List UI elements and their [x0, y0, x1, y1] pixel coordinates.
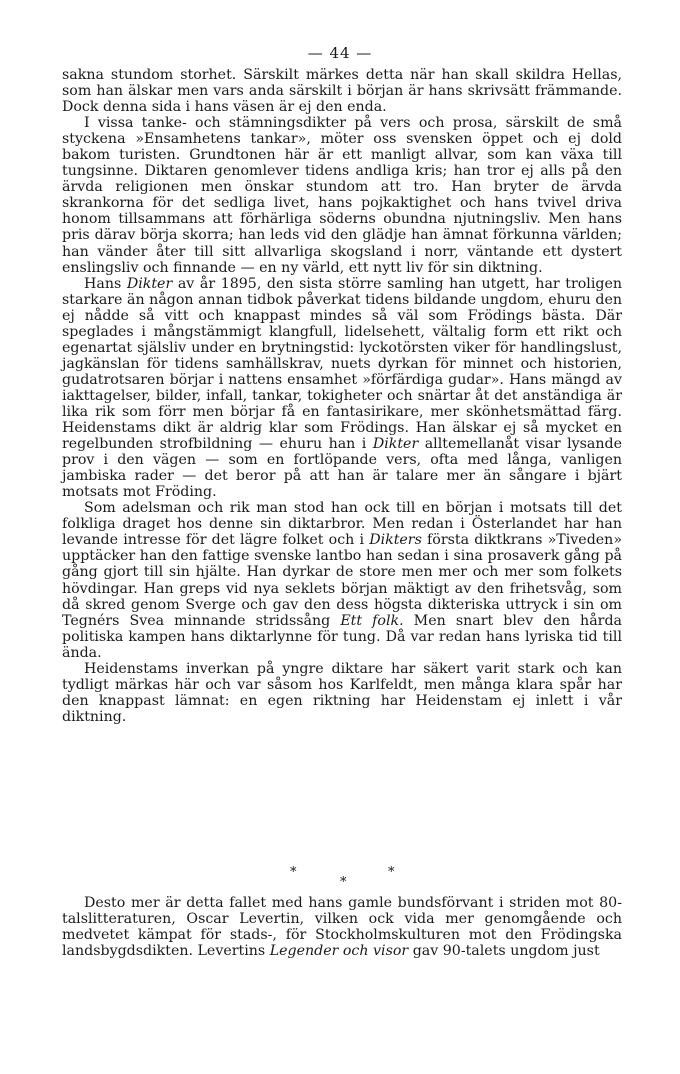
italic-title: Dikters: [369, 532, 422, 549]
italic-title: Dikter: [126, 275, 173, 292]
italic-title: Dikter: [372, 436, 419, 453]
text-run: av år 1895, den sista större samling han utgett, har troligen starkare än någon annan tidbok påverkat tidens bildande ungdom, ehuru den ej nådde så vitt och knappast mindes så väl som Frödings bästa. Där speglades i mångstämmigt klangfull, lidelsehett, vältalig form ett rikt och egenartat själsliv under en brytningstid: lyckotörsten viker för handlingslust, jagkänslan för tidens samhällskrav, nuets dyrkan för minnet och historien, gudatrotsaren börjar i nattens ensamhet »förfärdiga gudar». Hans mängd av iakttagelser, bilder, infall, tankar, tokigheter och snärtar åt det anständiga är lika rik som förr men börjar få en fantasirikare, mer skönhetsmättad färg. Heidenstams dikt är aldrig klar som Frödings. Han älskar ej så mycket en regelbunden strofbildning — ehuru han i: [62, 275, 622, 453]
text-run: första diktkrans »Tiveden» upptäcker han den fattige svenske lantbo han sedan i sina prosaverk gång på gång gjort till sin hjälte. Han dyrkar de store men mer och mer som folkets hövdingar. Han greps vid nya seklets början mäktigt av den frihetsvåg, som då skred genom Sverge och gav den dess högsta dikteriska uttryck i sin om Tegnérs Svea minnande stridssång: [62, 532, 623, 629]
continued-text: [62, 895, 622, 959]
paragraph: [62, 67, 622, 115]
text-run: I vissa tanke- och stämningsdikter på vers och prosa, särskilt de små styckena »Ensamhetens tankar», möter oss svensken öppet och ej dold bakom turisten. Grundtonen här är ett manligt allvar, som kan växa till tungsinne. Diktaren genomlever tidens andliga kris; han tror ej alls på den ärvda religionen men önskar stundom att tro. Han bryter de ärvda skrankorna för det sedliga livet, hans pojkaktighet och hans tvivel driva honom tillsammans att förhärliga söderns obundna njutningsliv. Men hans pris därav börja skorra; han leds vid den glädje han ämnat förkunna världen; han vänder åter till sitt allvarliga skogsland i norr, väntande ett dystert enslingsliv och finnande — en ny värld, ett nytt liv för sin diktning.: [62, 115, 622, 276]
text-run: Desto mer är detta fallet med hans gamle bundsförvant i striden mot 80-talslitteraturen, Oscar Levertin, vilken ock vida mer genomgående och medvetet kämpat för stads-, för Stockholmskulturen mot den Frödingska landsbygdsdikten. Levertins: [62, 895, 622, 960]
asterism-star: *: [290, 865, 297, 880]
asterism-star: *: [388, 865, 395, 880]
italic-title: Legender och visor: [269, 943, 409, 960]
text-run: alltemellanåt visar lysande prov i den vägen — som en fortlöpande vers, ofta med långa, vanligen jambiska rader — det beror på att han är talare mer än sångare i bjärt motsats mot Fröding.: [62, 436, 622, 501]
paragraph: [62, 500, 622, 660]
paragraph: [62, 276, 622, 501]
paragraph: [62, 115, 622, 275]
main-text: [62, 67, 622, 725]
paragraph: [62, 895, 622, 959]
paragraph: [62, 661, 622, 725]
text-run: sakna stundom storhet. Särskilt märkes detta när han skall skildra Hellas, som han älskar men vars anda särskilt i början är hans skrivsätt främmande. Dock denna sida i hans väsen är ej den enda.: [62, 67, 622, 116]
asterism-star: *: [340, 875, 347, 890]
text-run: Som adelsman och rik man stod han ock till en början i motsats till det folkliga draget hos denne sin diktarbror. Men redan i Österlandet har han levande intresse för det lägre folket och i: [62, 500, 622, 549]
section-divider: [0, 864, 680, 890]
text-run: Men snart blev den hårda politiska kampen hans diktarlynne för tung. Då var redan hans lyriska tid till ända.: [62, 612, 622, 661]
text-run: Heidenstams inverkan på yngre diktare har säkert varit stark och kan tydligt märkas här och var såsom hos Karlfeldt, men många klara spår har den knappast lämnat: en egen riktning har Heidenstam ej inlett i vår diktning.: [62, 660, 622, 725]
italic-title: Ett folk.: [340, 612, 404, 629]
text-run: Hans: [84, 275, 127, 292]
text-run: gav 90-talets ungdom just: [408, 943, 600, 960]
page-number: — 44 —: [307, 44, 373, 62]
